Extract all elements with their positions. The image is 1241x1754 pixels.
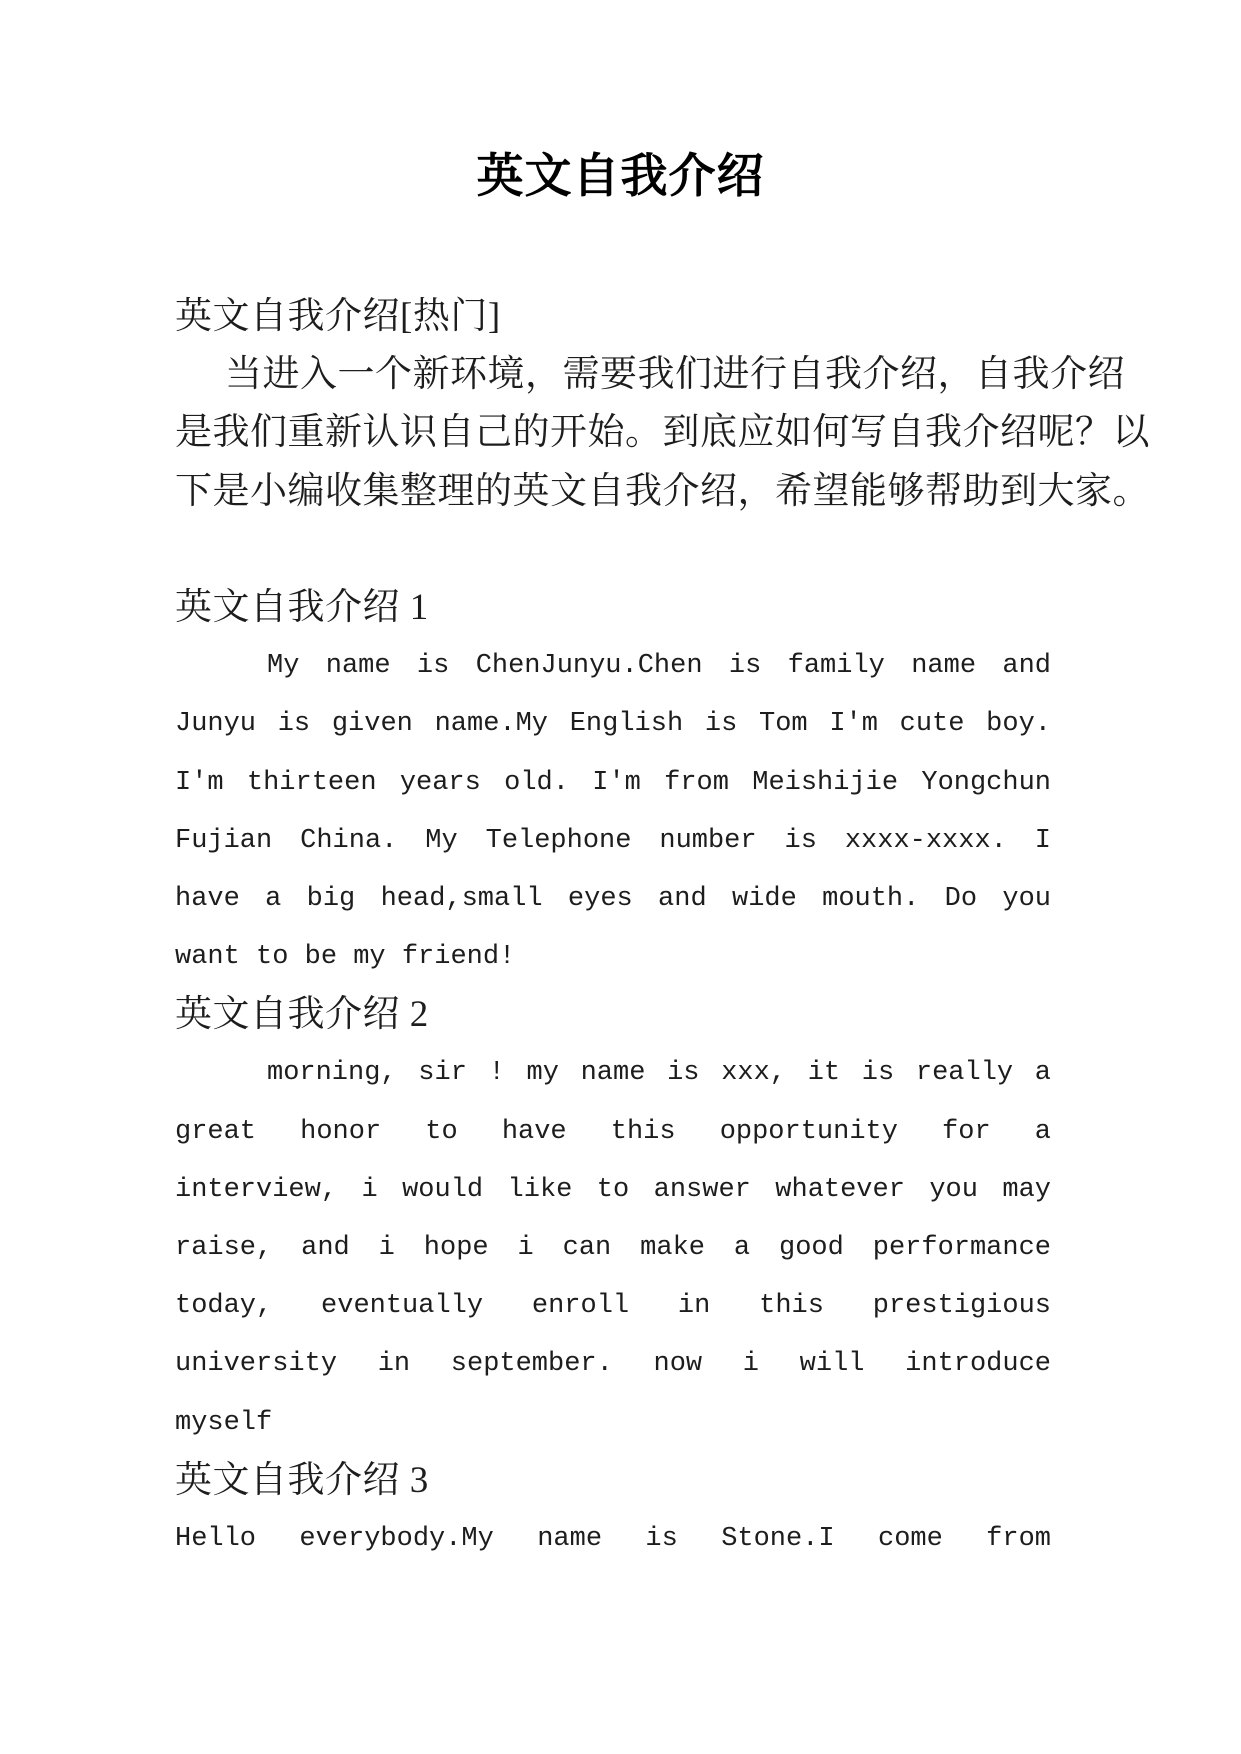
section-heading-3: 英文自我介绍 3 [175, 1459, 429, 1501]
section1-line-5: have a big head,small eyes and wide mouth. Do you [175, 883, 1051, 914]
section1-line-3: I'm thirteen years old. I'm from Meishijie Yongchun [175, 767, 1051, 798]
blank-line [175, 521, 1150, 579]
section3-line-1: Hello everybody.My name is Stone.I come from [175, 1523, 1051, 1554]
document-title: 英文自我介绍 [476, 151, 765, 203]
section-heading-1: 英文自我介绍 1 [175, 586, 429, 628]
section2-line-4: raise, and i hope i can make a good performance [175, 1233, 1051, 1263]
intro-line-2: 是我们重新认识自己的开始。到底应如何写自我介绍呢？以 [175, 412, 1150, 454]
section2-line-3: interview, i would like to answer whatever you may [175, 1174, 1051, 1205]
section2-line-1: morning, sir ! my name is xxx, it is really a [267, 1058, 1051, 1089]
section1-line-1: My name is ChenJunyu.Chen is family name and [267, 651, 1051, 682]
intro-line-1: 当进入一个新环境，需要我们进行自我介绍，自我介绍 [225, 354, 1125, 396]
section1-line-2: Junyu is given name.My English is Tom I'm cute boy. [175, 709, 1051, 740]
section1-line-4: Fujian China. My Telephone number is xxxx-xxxx. I [175, 825, 1051, 856]
section2-line-6: university in september. now i will introduce [175, 1349, 1051, 1380]
section-heading-2: 英文自我介绍 2 [175, 994, 429, 1036]
section2-line-5: today, eventually enroll in this prestigious [175, 1291, 1051, 1322]
section2-line-2: great honor to have this opportunity for a [175, 1116, 1051, 1147]
intro-line-3: 下是小编收集整理的英文自我介绍，希望能够帮助到大家。 [175, 470, 1150, 512]
document-body [175, 288, 1150, 1568]
subtitle-hot-label: 英文自我介绍[热门] [175, 296, 501, 337]
section2-line-7: myself [175, 1407, 273, 1438]
section1-line-6: want to be my friend! [175, 942, 516, 973]
